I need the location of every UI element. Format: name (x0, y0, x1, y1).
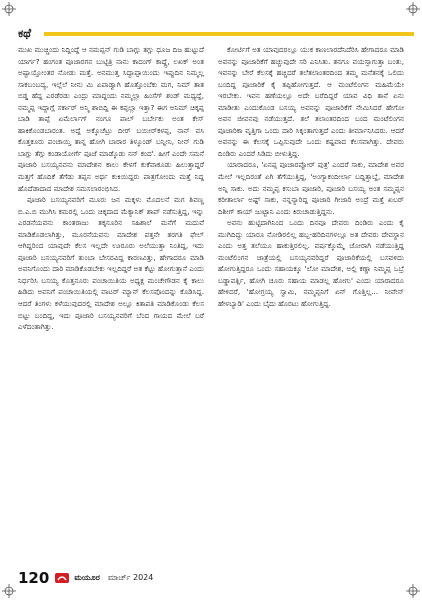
left-text-column (18, 44, 204, 564)
section-label: ಕಥೆ (18, 26, 32, 40)
header-rule (44, 32, 414, 36)
paragraph: ಮುಖ ಮುಚ್ಚಿಂದು ನಿದ್ದಿಂದ್ದೆ ಆ ನಮಪ್ಪನ್ ಗುಡಿ ಬಾಗ್ಲು ತಗ್ಲು ಧೂಜ ದಿಜ ಹುಟ್ಟುದೆ ಯಾರ್ಗ? ಹಂಗಂತ ಪೂಜಾರಗನ ಬುಟ್ಟಿತ್ರಿ ನಾನು ಕಾದಂಗ್ ಕಾದ್ದ್ರೆ, ಲಖಕ್ ಅಂತ ಅಷ್ಟಾಯ್ತೋಂತರ ನೋಡು ಮತ್ತೆ. ಅನಮುತ್ತ ಸಿದ್ಧಾಪ್ಪಾಯಿಂದು ಇಪ್ಪುದಿನ ನಿಮ್ಮಲ್ಲ ಸಾಕಬಂಬದ್ಯ, ಇಲ್ಲೆಲೆ ನೀನು ಮಿ ಏಪಾಡ್ವಾಗಿ ಹೊತ್ತೊಂಬೆಕು ಮಗ, ನಿಮ್ ತಾತ ಬಿಡ್ಡ ಹೆದ್ದ ಎರಡೆರಡು ಎಂದ್ರು ಮಾದ್ದಂದು ನಮ್ಮಲ್ಲಾ ಹಿಂಸೆಗ್ ಶಂಡ್ ಮಧ್ಯದ್ದೆ, ನಮ್ಮಪ್ಪ ಇದ್ದಾಗ್ಲೆ ಸರ್ಕಾರ್ ಅನ್ಮಿ ಶಾಬಿದ್ದಿ ಈ ಕಪ್ಪಲ್ಲಾ ಇತ್ತಾ? ಈಗ ಅನಿಮ್ ಚಿಕ್ಕಪ್ಪ ಬಾಡಿ ತಾಪ್ಪೆ ಏಮೆರ್ಲಾಗ್ ನಂಗೂ ಪಾಲ್ ಬರ್ಬೇಕು ಅಂತ ಕೇಸ್ ಹಾಕಿಕೊಂಡಬಾರಂತ. ಅದ್ದೆ ಅಕ್ಕೊಚೆಟ್ರು ದೀರ್ ಬಯೀರ್‌ಕಳಪ್ಪ, ನಾನ್ ವಸಿ ಕೊತ್ತಕೂರು ಪಂಚಾಯ್ತಿ ತಾನ್ನ ಹೋಗಿ ಬಾರಾರ ತಿಳ್ಕೂಂಡ್ ಬನ್ನೀನಿ, ನೀನ್ ಗುಡಿ ಬಾಗ್ಲು ತೆಗ್ಗು ಕಂಡಾಯೋರ್ಗೆ ಪೂಜೆ ಮಾಡ್ಕೊಡು ನನ್ ಕಂದ'. ಹೀಗೆ ಎಂದೇ ಸಮನೆ ಪೂಜಾರಿ ಬಸಯ್ಯನವನು ಮಾದೇಶನ ಕಾಲು ಕೇಳಗೆ ಕುಕೆವಾಕೂಡು ಹಿಲುತ್ತಾದ್ದರೆ ಮತ್ತಗೆ ಹೊದಿಕೆ ತೆಗೆಡು ತಪ್ಪನ ಅರ್ಥ ಕುಕಿಯಿದ್ದರು ಪಾತ್ರಗೋಂದು ಮತ್ತೆ ನಿದ್ದ ಹೊದೆಡಾದಾದ ಮಾದೇಶ ಸಮಸಲಾರಂಭಿಸಿದ. (18, 45, 204, 193)
paragraph: ಕೋರ್ಟಿಗೆ ಅತ ಯಾವುದರಲ್ಲೂ ಯುಕ ಕಾಣಲಾರದೆನಿದೆರಿಸಿ ಹೇಗಾದರೂ ಮಾಡಿ ಅವನನ್ನು ಪೂಜಾರಿಕೆಗೆ ಹಚ್ಚುವುದೇ ಸರಿ ಎನಿಸಿತು. ತನಗೂ ವಯಸ್ಸಾಗುತ್ತಾ ಬಂತು, ಇವನನ್ನು ಬೇರೆ ಕೆಲಸಕ್ಕೆ ಹಚ್ಚಿದರೆ ತಲೆತಲಾಂತರದಿಂದ ತಮ್ಮ ಮನೆತನಕ್ಕೆ ಒಲಿದು ಬಂದಿದ್ದ ಪೂಜಾರಿಕೆ ಕೈ ತಪ್ಪಿಹೋಗುತ್ತದೆ. ಆ ಮಂಟೆಲಿಂಗನ ಮಹಿಮೆಯೇ ಇರಬೇಕು. ಇವನ ಹಣೆಯಲ್ಲೂ ಅದೇ ಬರೆದಿದ್ದರೆ ಯಾವ ವಿಧಿ ತಾನೆ ಏನು ಮಾಡೀತು ಎಂದುಕೊಂಡ ಬಸಯ್ಯ ಅವನನ್ನು ಪೂಜಾರಿಕೆಗೆ ನೇಮಿಸಿದರೆ ಹೇಗೋ ಅವನ ಜೀವನವು ನಡೆಯುತ್ತದೆ. ತಲೆ ತಲಾಂತರದಿಂದ ಬಂದ ಮಂಟೆಲಿಂಗನ ಪೂಜಾರಿಕಾ ವೃತ್ತಿಗಾ ಒಂದು ದಾರಿ ಸಿಕ್ಕಂತಾಗುತ್ತದೆ ಎಂದು ತೀರ್ಮಾನಿಸಿದರು. ಆದರೆ ಅವನನ್ನು ಈ ಕೆಲಸಕ್ಕೆ ಒಪ್ಪಿಸುವುದೇ ಒಂದು ಕಷ್ಟವಾದ ಕೆಲಸವಾಗಿತ್ತು. ದೇವರು ದಿಂಡಿರು ಎಂದರೆ ಸಿಡಿದು ಬೀಳುತ್ತಿದ್ದ. (218, 45, 404, 158)
section-header (0, 24, 422, 42)
magazine-name: ಮಯೂರ (74, 573, 100, 582)
logo-mark (55, 573, 69, 583)
issue-date: ಮಾರ್ಚ್ 2024 (107, 573, 154, 582)
registration-mark-icon (406, 2, 420, 16)
mayura-logo-icon (55, 573, 69, 583)
paragraph: ಅವನು ಹುಟ್ಟಿದಾಗಿನಿಂದ ಒಂದು ದಿನವೂ ದೇವರು ದಿಂಡಿರು ಎಂದು ಕೈ ಮುಗಿದಿದ್ದು ಯಾರೂ ನೋಡಿರಲಿಲ್ಲ ಹಬ್ಬ-ಹರಿದಿನಗಳಲ್ಲೂ ಅತ ದೇವರು ದೇವಸ್ಥಾನ ಎಂದು ಅತ್ತ ತಲೆಯೂ ಹಾಕುತ್ತಿರಲಿಲ್ಲ. ವರ್ಷಕ್ಕೊಮ್ಮೆ ಜೋರಾಗಿ ನಡೆಯುತ್ತಿದ್ದ ಮಂಟೆಲಿಂಗನ ಜಾತ್ರೆಯಲ್ಲಿ ಬಸಯ್ಯನವರಿದ್ದರೆ ಪೂಜಾರಿಕೆಯಲ್ಲಿ ಬಸವಳಿದು ಹೋಗುತ್ತಿದ್ದರೂ ಒಂದು ಸಹಾಯಕ್ಕೂ 'ಲೋ ಮಾದೇಶ, ಅಲ್ಲಿ ಕಣ್ಣಾ ನಿಮ್ಮಪ್ಪ ಒಬ್ರೆ ಬಡ್ಡಾವರ್ತ್ಲಿ, ಹೋಗಿ ಚೂರು ಸಹಾಯ ಮಾಡಲ್ಲ ಹೋಗು' ಎಂದು ಯಾರಾದರೂ ಹೇಳಿದರೆ, 'ಹೋಗ್ರಯ್ಯ ಸ್ವಾಮಿ, ನಮ್ಮಪ್ಪನಿಗೆ ಏನ್ ಗೊತ್ತಿಲ್ಲ... ನೀವೇನ್ ಹೇಳಬ್ಯಾಡಿ' ಎಂದು ಬೈದು ಹೊರಟು ಹೋಗುತ್ತಿದ್ದ. (218, 218, 404, 309)
right-text-column (218, 44, 404, 564)
page-footer (18, 568, 318, 588)
registration-mark-icon (406, 584, 420, 598)
page-number: 120 (18, 569, 50, 587)
registration-mark-icon (2, 2, 16, 16)
registration-mark-icon (2, 584, 16, 598)
paragraph: ಪೂಜಾರಿ ಬಸಯ್ಯನವರಿಗೆ ಮೂರು ಜನ ಮಕ್ಕಳು ಮೊದಲನೆ ಮಗ ಶಿವಣ್ಣ ಬಿ.ಎ.ಬಿ ಮುಗಿಸಿ ಕಮರಲ್ಲಿ ಒಂದು ಚಿಕ್ಕದಾದ ಮೆಕ್ಯಾನಿಕ್ ಶಾಪ್ ನಡೆಸುತ್ತಿದ್ದ, ಇನ್ನು ಎರಡನೆಯವನು ಕಾಂತರಾಜು ತಕ್ಕನೂರಿನ ಸಹಿಶಾಲೆ ಮನೆಗೆ ಮದುವೆ ಮಾಡಿಕೊಡಲಾಗಿತ್ತು, ಮೂರನೆಯವನು ಮಾದೇಶ ಪತ್ತನೇ ತರಗತಿ ಫೇಲ್ ಆಗಿದ್ದರಿಂದ ಯಾವುದೇ ಕೆಲಸ ಇಲ್ಲದೇ ಊರೂರು ಅಲೆಯುತ್ತಾ ನಿಂತಿದ್ದ, ಇದು ಪೂಜಾರಿ ಬಸಯ್ಯನವರಿಗೆ ತುಂಬಾ ಬೇಸರವಿದ್ದ ಕಾರಣವಿತ್ತು, ಹೇಗಾದರೂ ಮಾಡಿ ಅವನಿಗೊಂದು ದಾರಿ ಮಾಡಿಕೊಡಬೇಕು ಇಲ್ಲದಿದ್ದರೆ ಅತ ಕೆಟ್ಟು ಹೋಗುತ್ತಾನೆ ಎಂದು ನಿರ್ಧರಿಸಿ ಬಸಯ್ಯ ಕೊತ್ತನೂರು ಪಂಚಾಯಿತಿಯ ಅಧ್ಯಕ್ಷ ಮಂಚೇಗೌಡನ ಕೈ ಕಾಲು ಹಿಡಿದು ಅವನಿಗೆ ಪಂಚಾಯಿತಿಯಲ್ಲಿ ವಾಟರ್ ಮ್ಯಾನ್ ಕೆಲಸವೊಂದನ್ನು ಕೊಡಿಸಿದ್ದ. ಆದರೆ ತಿಂಗಳು ಕಳೆಯುವುದರಲ್ಲಿ ಮಾದೇಶ ಅಲ್ಲೂ ಕಿತಾಪತಿ ಮಾಡಿಕೊಂಡು ಕೆಲಸ ಬಿಟ್ಟು ಬಂದಿದ್ದ, ಇದು ಪೂಜಾರಿ ಬಸಯ್ಯನವರಿಗೆ ಬೆಂದ ಗಾಯದ ಮೇಲೆ ಬರೆ ಎಳೆದಂತಾಗಿತ್ತು. (18, 195, 204, 332)
paragraph: ಯಾರಾದರೂ, 'ಏನಪ್ಪ ಪೂಜಾರಪ್ಪೋರ್ ಪುತ್ರ' ಎಂದರೆ ಸಾಕು, ಮಾದೇಶ ಅವರ ಮೇಲೆ ಇಲ್ಲದಿರಂತೆ ಏಗಿ ತೆಗೆಯುತ್ತಿದ್ದ, 'ಅಂಗ್ಯಾಕಂದೀರ್ಲಾ ಬದ್ದಿತ್ತಾಬ್ದೆ, ಮಾದೇಶ ಅನ್ನಿ ಸಾಕು. ಅದು ನಮ್ಮಪ್ಪ ಕಸುಬಾ ಪೂಜಾರಿ, ಪೂಜಾರಿ ಬಸಯ್ಯ ಅಂತ ಸಮ್ಮಪ್ಪನ ಕರೀತಾರ್ಲಾ ಅಷ್ಟ್ ಸಾಕು, ನನ್ನನ್ಯಾರಿದ್ದ ಪೂಜಾರಿ ಗೀಜಾರಿ ಅಂದ್ರೆ ಮತ್ತೆ ಖಬರ್ ದಿಶೀಗ್ ಕಾಯ್ ಜುಟ್ಟಾನಿ ಎಂದು ಕಿರುಚಾಡುತ್ತಿದ್ದನು. (218, 160, 404, 216)
